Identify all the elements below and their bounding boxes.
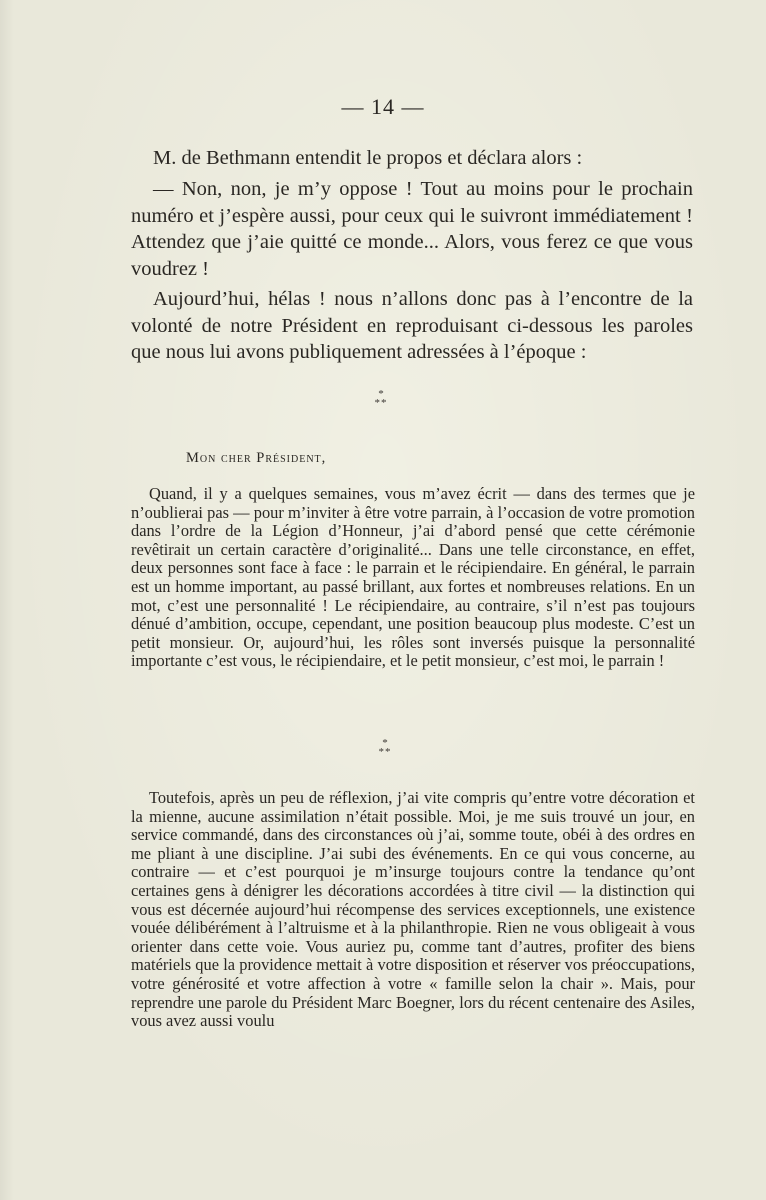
lead-paragraph-1 [131, 145, 693, 172]
asterism-2-top-star: * [382, 737, 388, 749]
asterism-top-star: * [378, 388, 384, 400]
lead-text-2: — Non, non, je m’y oppose ! Tout au moins pour le prochain numéro et j’espère aussi, pour ceux qui le suivront immédiatement ! Attendez que j’aie quitté ce monde... Alors, vous ferez ce que vous voudrez ! [131, 178, 693, 280]
section-separator-asterism [0, 390, 764, 408]
letter-paragraph-2 [131, 789, 695, 1031]
asterism-2-bottom-stars: ** [378, 746, 392, 758]
page-number: — 14 — [341, 94, 425, 119]
asterism-bottom-stars: ** [374, 397, 388, 409]
lead-text-3: Aujourd’hui, hélas ! nous n’allons donc pas à l’encontre de la volonté de notre Président en reproduisant ci-dessous les paroles que nous lui avons publiquement adressées à l’époque : [131, 288, 693, 364]
lead-paragraph-2 [131, 176, 693, 282]
letter-paragraph-1 [131, 485, 695, 671]
letter-salutation: Mon cher Président, [186, 450, 327, 466]
lead-text-1: M. de Bethmann entendit le propos et déclara alors : [153, 147, 583, 169]
section-separator-asterism-2 [2, 739, 766, 757]
lead-paragraph-3 [131, 286, 693, 366]
letter-text-1: Quand, il y a quelques semaines, vous m’avez écrit — dans des termes que je n’oublierai pas — pour m’inviter à être votre parrain, à l’occasion de votre promotion dans l’ordre de la Légion d’Honneur, j’ai d’abord pensé que cette cérémonie revêtirait un certain caractère d’originalité... Dans une telle circonstance, en effet, deux personnes sont face à face : le parrain et le récipiendaire. En général, le parrain est un homme important, au passé brillant, aux fortes et nombreuses relations. En un mot, c’est une personnalité ! Le récipiendaire, au contraire, s’il n’est pas toujours dénué d’ambition, occupe, cependant, une position beaucoup plus modeste. C’est un petit monsieur. Or, aujourd’hui, les rôles sont inversés puisque la personnalité importante c’est vous, le récipiendaire, et le petit monsieur, c’est moi, le parrain ! [131, 484, 695, 671]
letter-text-2: Toutefois, après un peu de réflexion, j’ai vite compris qu’entre votre décoration et la mienne, aucune assimilation n’était possible. Moi, je me suis trouvé un jour, en service commandé, dans des circonstances où j’ai, somme toute, obéi à des ordres en me pliant à une discipline. J’ai subi des événements. En ce qui vous concerne, au contraire — et c’est pourquoi je m’insurge toujours contre la tendance qu’ont certaines gens à dénigrer les décorations accordées à titre civil — la distinction qui vous est décernée aujourd’hui récompense des services exceptionnels, une existence vouée délibérément à l’altruisme et à la philanthropie. Rien ne vous obligeait à vous orienter dans cette voie. Vous auriez pu, comme tant d’autres, profiter des biens matériels que la providence mettait à votre disposition et réserver vos préoccupations, votre générosité et votre affection à votre « famille selon la chair ». Mais, pour reprendre une parole du Président Marc Boegner, lors du récent centenaire des Asiles, vous avez aussi voulu [131, 788, 695, 1031]
